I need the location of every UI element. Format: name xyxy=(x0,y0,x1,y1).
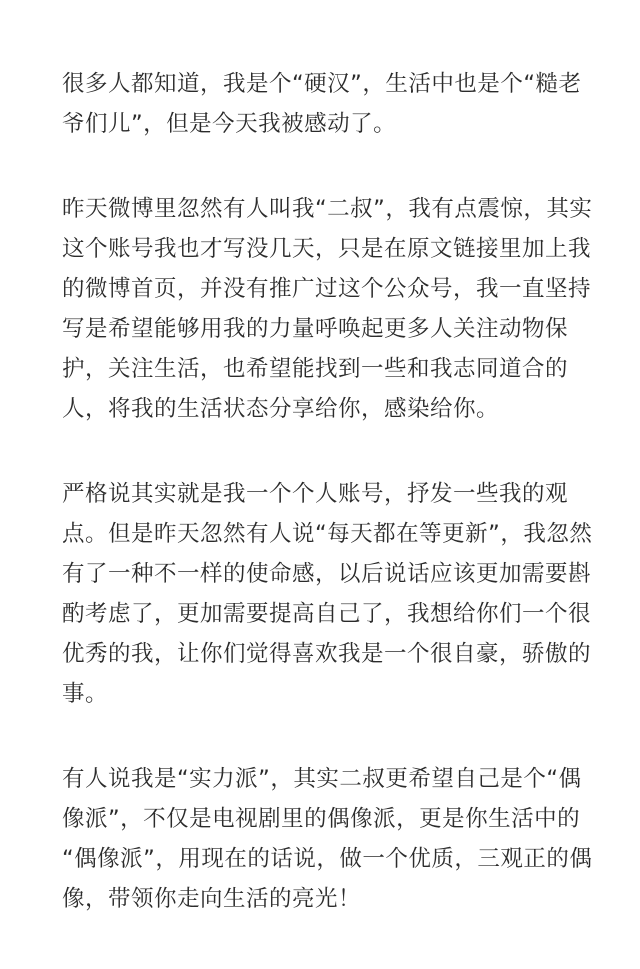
text-line: 酌考虑了，更加需要提高自己了，我想给你们一个很 xyxy=(62,601,592,627)
text-line: 人，将我的生活状态分享给你，感染给你。 xyxy=(62,396,500,422)
text-line: 像派”，不仅是电视剧里的偶像派，更是你生活中的 xyxy=(62,806,581,832)
text-line: 写是希望能够用我的力量呼唤起更多人关注动物保 xyxy=(62,316,569,342)
article-body xyxy=(62,64,622,919)
text-line: 像，带领你走向生活的亮光！ xyxy=(62,886,362,912)
paragraph-3 xyxy=(62,474,622,714)
text-line: 这个账号我也才写没几天，只是在原文链接里加上我 xyxy=(62,236,592,262)
paragraph-4 xyxy=(62,759,622,919)
text-line: “偶像派”，用现在的话说，做一个优质，三观正的偶 xyxy=(62,846,593,872)
text-line: 昨天微博里忽然有人叫我“二叔”，我有点震惊，其实 xyxy=(62,196,593,222)
text-line: 很多人都知道，我是个“硬汉”，生活中也是个“糙老 xyxy=(62,71,582,97)
text-line: 爷们儿”，但是今天我被感动了。 xyxy=(62,111,397,137)
text-line: 严格说其实就是我一个个人账号，抒发一些我的观 xyxy=(62,481,569,507)
text-line: 有了一种不一样的使命感，以后说话应该更加需要斟 xyxy=(62,561,592,587)
text-line: 的微博首页，并没有推广过这个公众号，我一直坚持 xyxy=(62,276,592,302)
text-line: 护，关注生活，也希望能找到一些和我志同道合的 xyxy=(62,356,569,382)
paragraph-2 xyxy=(62,189,622,429)
paragraph-1 xyxy=(62,64,622,144)
text-line: 事。 xyxy=(62,681,109,707)
text-line: 优秀的我，让你们觉得喜欢我是一个很自豪，骄傲的 xyxy=(62,641,592,667)
text-line: 点。但是昨天忽然有人说“每天都在等更新”，我忽然 xyxy=(62,521,593,547)
text-line: 有人说我是“实力派”，其实二叔更希望自己是个“偶 xyxy=(62,766,582,792)
